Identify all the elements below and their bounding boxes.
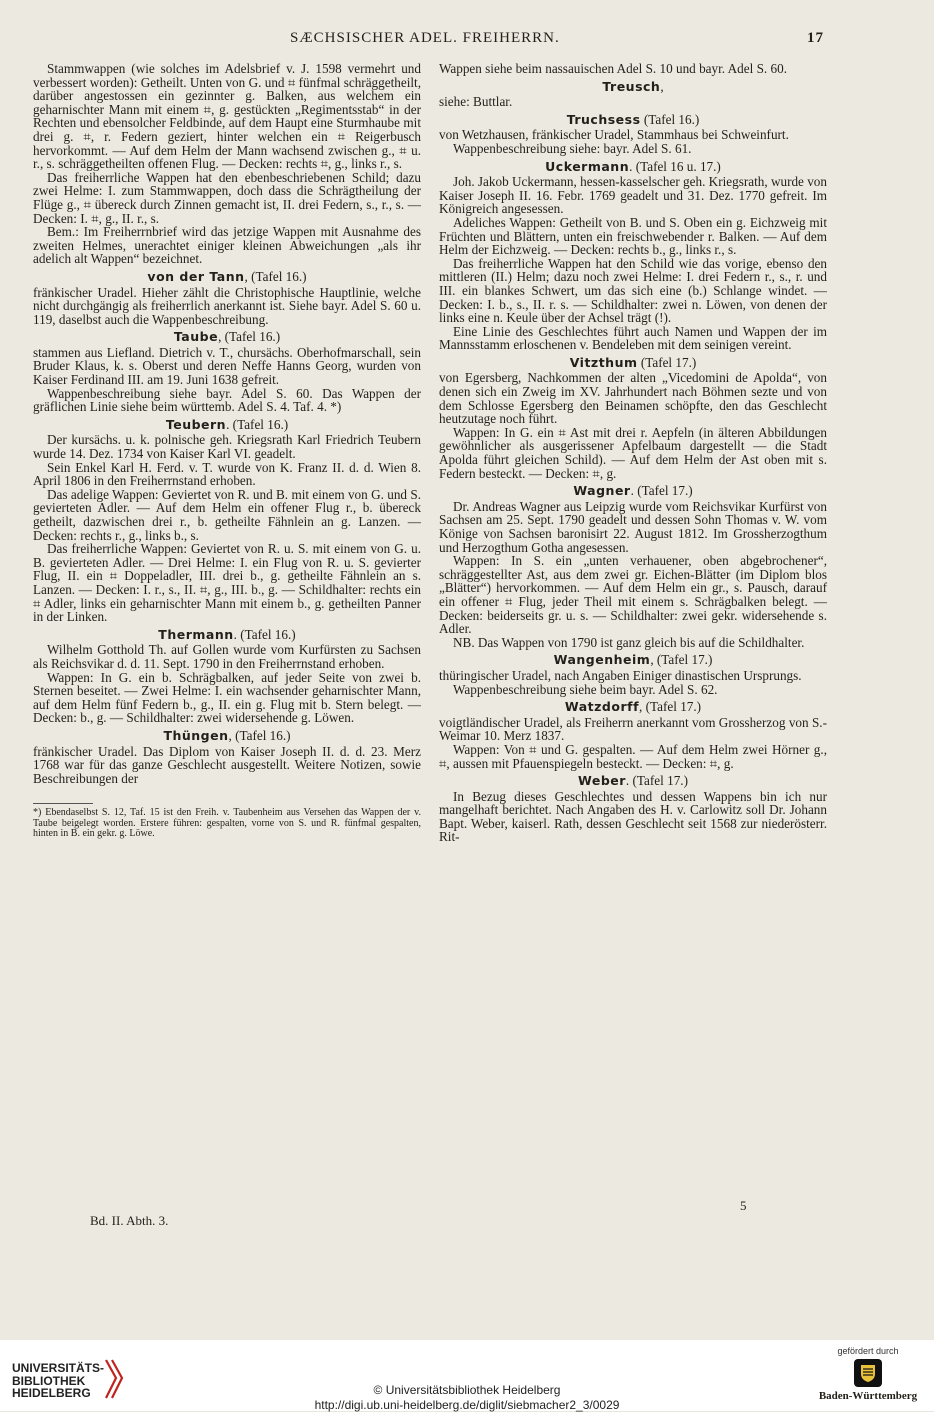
tafel-reference: , (Tafel 16.) [218,329,281,345]
entry-heading [439,80,827,94]
paragraph: Wappen: In G. ein b. Schrägbalken, auf jeder Seite von zwei b. Sternen beseitet. — Zwei Helme: I. ein wachsender geharnischter Mann, auf dem Helm fünf Federn b., g., II. ein g. Flug mit b. Stern belegt. — Decken: b., g. — Schildhalter: zwei widersehende g. Löwen. [33,669,421,726]
permalink[interactable]: http://digi.ub.uni-heidelberg.de/diglit/siebmacher2_3/0029 [314,1398,620,1412]
family-name: Thermann [158,626,234,642]
tafel-reference: . (Tafel 16.) [233,626,296,642]
entry-heading [439,700,827,714]
paragraph: voigtländischer Uradel, als Freiherrn anerkannt vom Grossherzog von S.-Weimar 10. Merz 1837. [439,714,827,744]
tafel-reference: (Tafel 17.) [637,354,697,370]
tafel-reference: , (Tafel 16.) [244,268,307,284]
tafel-reference: (Tafel 16.) [640,111,700,127]
paragraph: Adeliches Wappen: Getheilt von B. und S. Oben ein g. Eichzweig mit Früchten und Blättern, unten ein freischwebender r. Balken. — Auf dem Helm der Eichzweig. — Decken: rechts b., g., links r., s. [439,214,827,258]
family-name: Weber [578,773,626,789]
paragraph: Eine Linie des Geschlechtes führt auch Namen und Wappen der im Mannsstamm erloschenen v. Bendeleben mit dem seinigen vereint. [439,323,827,353]
paragraph: NB. Das Wappen von 1790 ist ganz gleich bis auf die Schildhalter. [453,634,805,650]
entry-heading [439,484,827,498]
footnote-rule [33,803,93,804]
copyright [0,1383,934,1412]
tafel-reference: . (Tafel 16 u. 17.) [629,158,721,174]
paragraph: Wappenbeschreibung siehe bayr. Adel S. 60. Das Wappen der gräflichen Linie siehe beim württemb. Adel S. 4. Taf. 4. *) [33,385,421,415]
family-name: Truchsess [566,111,641,127]
paragraph: thüringischer Uradel, nach Angaben Einiger dinastischen Ursprungs. [439,667,802,683]
paragraph: Dr. Andreas Wagner aus Leipzig wurde vom Reichsvikar Kurfürst von Sachsen am 25. Sept. 1790 geadelt und dessen Sohn Thomas v. W. vom Könige von Sachsen baronisirt 22. August 1812. Im Grossherzogthum und Herzogthum Gotha angesessen. [439,498,827,555]
entry-heading [439,160,827,174]
tafel-reference: . (Tafel 16.) [226,416,289,432]
tafel-reference: , [660,78,664,94]
entry-heading [439,653,827,667]
family-name: Thüngen [163,727,229,743]
tafel-reference: , (Tafel 17.) [650,652,713,668]
paragraph: Wappen: In G. ein ⌗ Ast mit drei r. Aepfeln (in älteren Abbildungen gewöhnlicher als ausgerissener Apfelbaum dargestellt — die Stadt Apolda führt gleichen Schild). — Auf dem Helm der Ast oben mit s. Federn besteckt. — Decken: ⌗, g. [439,424,827,481]
family-name: Wagner [573,483,631,499]
funder-block [808,1346,928,1402]
footer [0,1340,934,1411]
paragraph: Sein Enkel Karl H. Ferd. v. T. wurde von K. Franz II. d. d. Wien 8. April 1806 in den Freiherrnstand erhoben. [33,459,421,489]
paragraph: Das freiherrliche Wappen hat den Schild wie das vorige, ebenso den mittleren (II.) Helm; dazu noch zwei Helme: I. drei Federn r., s., r. und III. ein blankes Schwert, um das sich eine (b.) Schlange windet. — Decken: I. b., s., II. r. s. — Schildhalter: zwei n. Löwen, von denen der links eine n. Keule über der Achsel trägt (!). [439,255,827,326]
entry-heading [439,356,827,370]
paragraph: Wappenbeschreibung siehe beim bayr. Adel S. 62. [453,681,718,697]
entry-heading [33,628,421,642]
paragraph: stammen aus Liefland. Dietrich v. T., chursächs. Oberhofmarschall, sein Bruder Klaus, k. s. Oberst und deren Neffe Hanns Georg, wurden von Kaiser Ferdinand III. am 19. Juni 1638 gefreit. [33,344,421,388]
paragraph: Wappen siehe beim nassauischen Adel S. 10 und bayr. Adel S. 60. [439,61,787,76]
paragraph: fränkischer Uradel. Hieher zählt die Christophische Hauptlinie, welche nicht durchgängig als freiherrlich anerkannt ist. Siehe bayr. Adel S. 60 u. 119, daselbst auch die Wappenbeschreibung. [33,284,421,327]
family-name: Taube [173,329,219,345]
family-name: Teubern [165,416,227,432]
paragraph: von Egersberg, Nachkommen der alten „Vicedomini de Apolda“, von denen sich ein Zweig im XV. Jahrhundert nach Böhmen sezte und von dem Schlosse Egersberg den Beinamen schöpfte, den das Geschlecht heutzutage noch führt. [439,370,827,427]
signature-volume: Bd. II. Abth. 3. [90,1213,169,1228]
entry-heading [439,774,827,788]
crest-icon [853,1358,883,1388]
funder-label: gefördert durch [837,1346,899,1356]
entry-heading [33,418,421,432]
family-name: Watzdorff [564,699,640,715]
entry-heading [33,330,421,344]
signature-sheet: 5 [740,1198,747,1213]
paragraph: Der kursächs. u. k. polnische geh. Kriegsrath Karl Friedrich Teubern wurde 14. Dez. 1734 von Kaiser Karl VI. geadelt. [33,432,421,462]
paragraph: siehe: Buttlar. [439,94,513,110]
tafel-reference: , (Tafel 17.) [639,699,702,715]
paragraph: Wappen: In S. ein „unten verhauener, oben abgebrochener“, schräggestellter Ast, aus dem zwei gr. Eichen-Blätter (im Diplom blos „Blätter“) hervorkommen. — Auf dem Helm ein gr., s. Pausch, darauf ein offener ⌗ Flug, jeder Theil mit einem s. Schrägbalken belegt. — Decken: beiderseits gr. u. s. — Schildhalter: zwei gekr. widersehende s. Adler. [439,553,827,637]
paragraph: fränkischer Uradel. Das Diplom von Kaiser Joseph II. d. d. 23. Merz 1768 war für das ganze Geschlecht ausgestellt. Weitere Notizen, sowie Beschreibungen der [33,743,421,786]
paragraph: Wappen: Von ⌗ und G. gespalten. — Auf dem Helm zwei Hörner g., ⌗, aussen mit Pfauenspiegeln besteckt. — Decken: ⌗, g. [439,741,827,771]
tafel-reference: , (Tafel 16.) [228,727,291,743]
copyright-text: © Universitätsbibliothek Heidelberg [373,1383,561,1397]
paragraph: Wappenbeschreibung siehe: bayr. Adel S. 61. [453,140,692,156]
family-name: Treusch [602,78,661,94]
paragraph: In Bezug dieses Geschlechtes und dessen Wappens bin ich nur mangelhaft berichtet. Nach Angaben des H. v. Carlowitz soll Dr. Johann Bapt. Weber, kaiserl. Rath, dessen Geschlecht seit 1568 zur niederösterr. Rit- [439,788,827,845]
paragraph: Das freiherrliche Wappen hat den ebenbeschriebenen Schild; dazu zwei Helme: I. zum Stammwappen, doch dass die Schrägtheilung der Flüge g., ⌗ übereck durch Zinnen gemacht ist, II. drei Federn, s., r., s. — Decken: I. ⌗, g., II. r., s. [33,169,421,226]
tafel-reference: . (Tafel 17.) [625,773,688,789]
logo-line: BIBLIOTHEK [12,1373,86,1388]
page-number: 17 [807,30,824,46]
paragraph: Wilhelm Gotthold Th. auf Gollen wurde vom Kurfürsten zu Sachsen als Reichsvikar d. d. 11. Sept. 1790 in den Freiherrnstand erhoben. [33,642,421,671]
paragraph: Joh. Jakob Uckermann, hessen-kasselscher geh. Kriegsrath, wurde von Kaiser Joseph II. 16. Febr. 1769 geadelt und 31. Dez. 1770 gefreit. Im Königreich angesessen. [439,174,827,217]
paragraph: von Wetzhausen, fränkischer Uradel, Stammhaus bei Schweinfurt. [439,127,789,143]
funder-name: Baden-Württemberg [818,1390,918,1402]
footnote: *) Ebendaselbst S. 12, Taf. 15 ist den Freih. v. Taubenheim aus Versehen das Wappen der v. Taube beigelegt worden. Erstere führen: gespalten, vorne von S. und R. fünfmal gespalten, hinten in B. ein gekr. g. Löwe. [33,807,421,840]
logo-line: UNIVERSITÄTS- [12,1361,105,1375]
paragraph: Das adelige Wappen: Geviertet von R. und B. mit einem von G. und S. gevierteten Adler. — Auf dem Helm ein offener Flug r., b. übereck getheilt, dazwischen drei r., b. getheilte Fähnlein an g. Lanzen. — Decken: rechts r., g., links b., s. [33,486,421,543]
right-column [439,62,827,844]
entry-heading [439,113,827,127]
paragraph: Das freiherrliche Wappen: Geviertet von R. u. S. mit einem von G. u. B. gevierteten Adler. — Drei Helme: I. ein Flug von R. u. S. gevierter Flug, II. ein ⌗ Doppeladler, III. drei b., g. getheilte Fähnlein an s. Lanzen. — Decken: I. r., s., II. ⌗, g., III. b., g. — Schildhalter: rechts ein ⌗ Adler, links ein geharnischter Mann mit einem b., g. getheilten Panner in der Linken. [33,541,421,625]
running-title: SÆCHSISCHER ADEL. FREIHERRN. [290,30,560,46]
entry-heading [33,270,421,284]
paragraph: Bem.: Im Freiherrnbrief wird das jetzige Wappen mit Ausnahme des zweiten Helmes, unerachtet einiger kleinen Abweichungen „als ihr adelich alt Wappen“ bezeichnet. [33,224,421,267]
family-name: Vitzthum [569,354,638,370]
family-name: Uckermann [545,158,630,174]
tafel-reference: . (Tafel 17.) [630,483,693,499]
family-name: Wangenheim [553,652,651,668]
logo-line: HEIDELBERG [12,1386,91,1400]
paragraph: Stammwappen (wie solches im Adelsbrief v. J. 1598 vermehrt und verbessert worden): Getheilt. Unten von G. und ⌗ fünfmal schräggetheilt, darüber angestossen ein gezinnter g. Balken, aus welchem ein geharnischter Mann mit einem ⌗, g. gestückten „Regimentsstab“ in der Rechten und ebensolcher Feldbinde, auf dem Haupt eine Sturmhaube mit drei g. ⌗, r. Federn geziert, hinter welchen ein ⌗ Reigerbusch hervorkommt. — Auf dem Helm der Mann wachsend zwischen g., ⌗ u. r., s. schräggetheilten offenen Flug. — Decken: rechts ⌗, g., links r., s. [33,61,421,172]
entry-heading [33,729,421,743]
family-name: von der Tann [147,268,245,284]
left-column [33,62,421,840]
